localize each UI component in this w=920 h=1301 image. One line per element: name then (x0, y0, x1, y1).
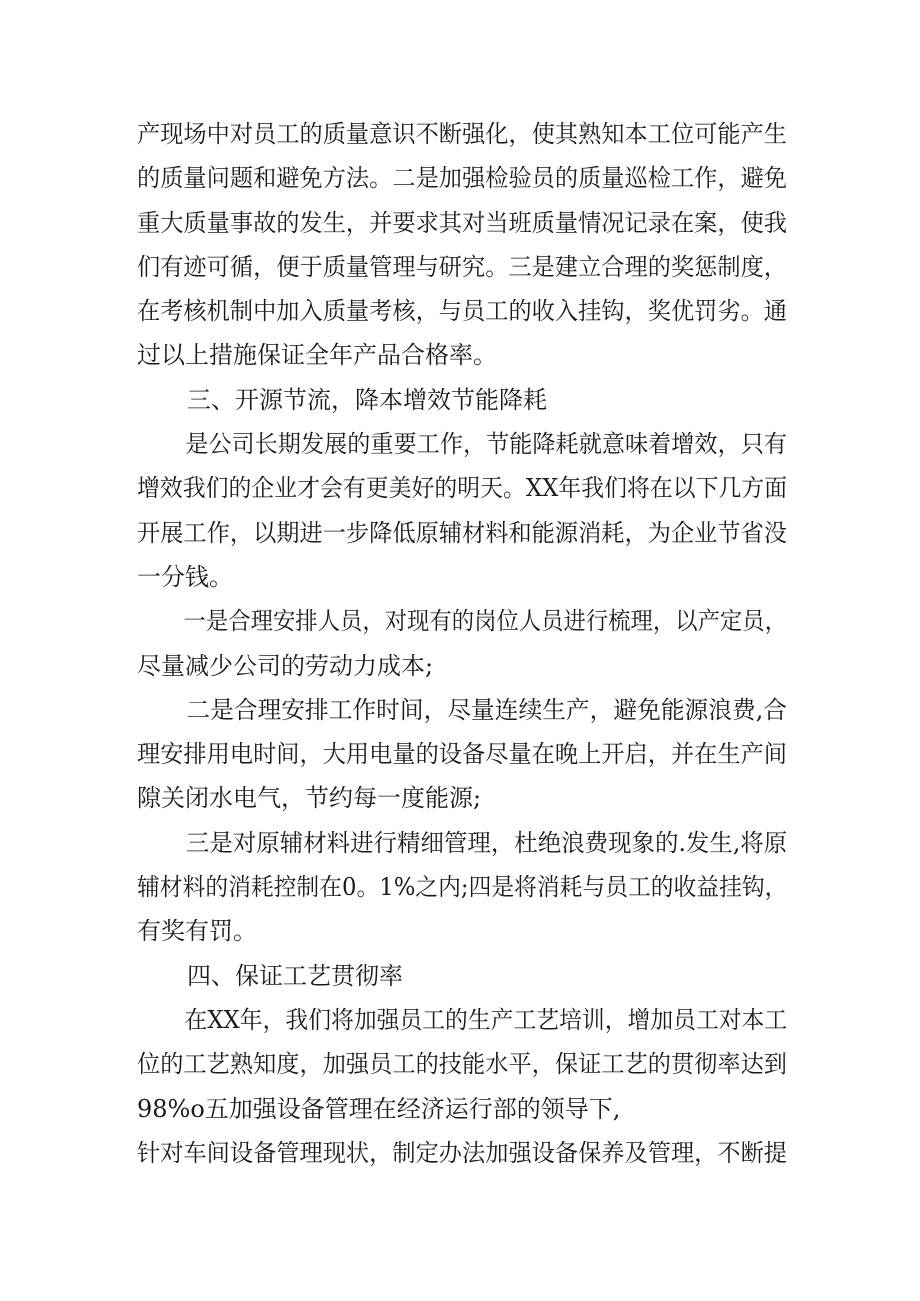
text-line: 位的工艺熟知度，加强员工的技能水平，保证工艺的贯彻率达到 (137, 1050, 788, 1079)
text-line: 产现场中对员工的质量意识不断强化，使其熟知本工位可能产生 (137, 120, 788, 148)
text-line: 一分钱。 (137, 562, 233, 591)
text-line: 过以上措施保证全年产品合格率。 (137, 341, 497, 370)
text-line: 在考核机制中加入质量考核，与员工的收入挂钩，奖优罚劣。通 (137, 297, 788, 326)
text-line: 尽量减少公司的劳动力成本; (137, 651, 434, 680)
text-line: 三是对原辅材料进行精细管理，杜绝浪费现象的.发生,将原 (185, 828, 788, 857)
text-line: 辅材料的消耗控制在0。1%之内;四是将消耗与员工的收益挂钩， (137, 873, 788, 902)
text-line: 针对车间设备管理现状，制定办法加强设备保养及管理，不断提 (137, 1138, 788, 1167)
text-line: 增效我们的企业才会有更美好的明天。XX年我们将在以下几方面 (137, 474, 788, 503)
text-line: 98%o五加强设备管理在经济运行部的领导下, (137, 1094, 621, 1123)
section-heading: 三、开源节流，降本增效节能降耗 (187, 385, 547, 414)
text-line: 们有迹可循，便于质量管理与研究。三是建立合理的奖惩制度， (137, 252, 788, 281)
text-line: 重大质量事故的发生，并要求其对当班质量情况记录在案，使我 (137, 208, 788, 237)
text-line: 的质量问题和避免方法。二是加强检验员的质量巡检工作，避免 (137, 164, 788, 193)
text-line: 开展工作，以期进一步降低原辅材料和能源消耗，为企业节省没 (137, 518, 788, 547)
document-body (137, 112, 787, 1175)
text-line: 一是合理安排人员，对现有的岗位人员进行梳理，以产定员， (183, 607, 787, 636)
text-line: 有奖有罚。 (137, 917, 257, 946)
text-line: 二是合理安排工作时间，尽量连续生产，避免能源浪费,合 (186, 695, 787, 724)
text-line: 理安排用电时间，大用电量的设备尽量在晚上开启，并在生产间 (137, 740, 788, 769)
text-line: 是公司长期发展的重要工作，节能降耗就意味着增效，只有 (185, 430, 788, 459)
text-line: 在XX年，我们将加强员工的生产工艺培训，增加员工对本工 (184, 1005, 788, 1034)
section-heading: 四、保证工艺贯彻率 (187, 961, 403, 990)
text-line: 隙关闭水电气，节约每一度能源; (137, 784, 482, 813)
